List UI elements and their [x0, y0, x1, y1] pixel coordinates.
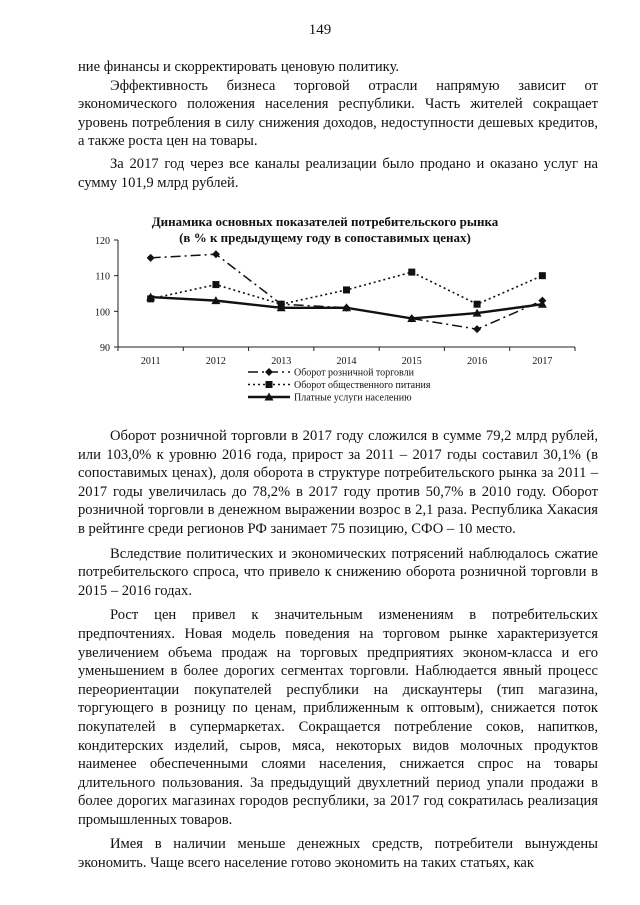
data-point-s2	[474, 301, 481, 308]
data-point-s1	[147, 254, 155, 262]
data-point-s2	[343, 286, 350, 293]
data-point-s2	[408, 269, 415, 276]
paragraph-6: Рост цен привел к значительным изменениям в потребительских предпочтениях. Новая модель поведения на торговом рынке характеризуется увеличением объема продаж на торговых предприятиях эконом-класса и его уменьшением в более дорогих сегментах торговли. Наблюдается явный процесс переориентации покупателей республики на дискаунтеры (тип магазина, торгующего в розницу по ценам, приближенным к оптовым), снижается поток покупателей в супермаркетах. Сокращается потребление соков, напитков, кондитерских изделий, сыров, мяса, некоторых видов молочных продуктов наименее обеспеченными слоями населения, снижается спрос на товары длительного пользования. За предыдущий двухлетний период упали продажи в более дорогих магазинах городов республики, за 2017 год сократилась реализация промышленных товаров.	[78, 607, 598, 828]
paragraph-2: Эффективность бизнеса торговой отрасли напрямую зависит от экономического положения населения республики. Часть жителей сокращает уровень потребления в силу снижения доходов, недоступности дешевых кредитов, а также роста цен на товары.	[78, 77, 598, 150]
x-tick-label: 2015	[401, 356, 422, 367]
x-tick-label: 2013	[271, 356, 292, 367]
chart-legend	[248, 368, 431, 404]
legend-label-3: Платные услуги населению	[294, 392, 412, 404]
page-number: 149	[308, 22, 332, 38]
paragraph-7: Имея в наличии меньше денежных средств, потребители вынуждены экономить. Чаще всего население готово экономить на таких статьях, как	[78, 836, 598, 872]
y-tick-label: 110	[95, 271, 110, 283]
y-tick-label: 120	[95, 236, 110, 247]
x-tick-label: 2017	[532, 356, 553, 367]
chart-axes	[95, 236, 575, 367]
x-tick-label: 2011	[140, 356, 161, 367]
x-tick-label: 2012	[205, 356, 226, 367]
chart-subtitle: (в % к предыдущему году в сопоставимых ценах)	[179, 230, 471, 245]
legend-marker-1	[265, 368, 273, 376]
line-chart	[0, 0, 640, 420]
data-point-s1	[473, 325, 481, 333]
data-point-s2	[539, 272, 546, 279]
x-tick-label: 2016	[467, 356, 488, 367]
legend-label-1: Оборот розничной торговли	[294, 367, 414, 379]
chart-series	[146, 250, 547, 333]
paragraph-1: ние финансы и скорректировать ценовую политику.	[78, 59, 400, 75]
legend-marker-2	[266, 381, 273, 388]
paragraph-5: Вследствие политических и экономических потрясений наблюдалось сжатие потребительского спроса, что привело к снижению оборота розничной торговли в 2015 – 2016 годах.	[78, 545, 598, 599]
y-tick-label: 90	[100, 343, 110, 354]
paragraph-4: Оборот розничной торговли в 2017 году сложился в сумме 79,2 млрд рублей, или 103,0% к уровню 2016 года, прирост за 2011 – 2017 годы составил 30,1% (в сопоставимых ценах), доля оборота в структуре потребительского рынка за 2011 – 2017 годы увеличилась до 78,2% в 2017 году против 50,7% в 2010 году. Оборот розничной торговли в денежном выражении возрос в 2,1 раза. Республика Хакасия в рейтинге среди регионов РФ занимает 75 позицию, СФО – 10 место.	[78, 428, 598, 537]
y-tick-label: 100	[95, 307, 110, 319]
x-tick-label: 2014	[336, 356, 357, 367]
chart-title-line1: Динамика основных показателей потребительского рынка	[151, 214, 499, 229]
paragraph-3: За 2017 год через все каналы реализации было продано и оказано услуг на сумму 101,9 млрд рублей.	[78, 155, 598, 191]
body-text	[78, 427, 598, 873]
legend-label-2: Оборот общественного питания	[294, 380, 431, 391]
data-point-s2	[212, 281, 219, 288]
